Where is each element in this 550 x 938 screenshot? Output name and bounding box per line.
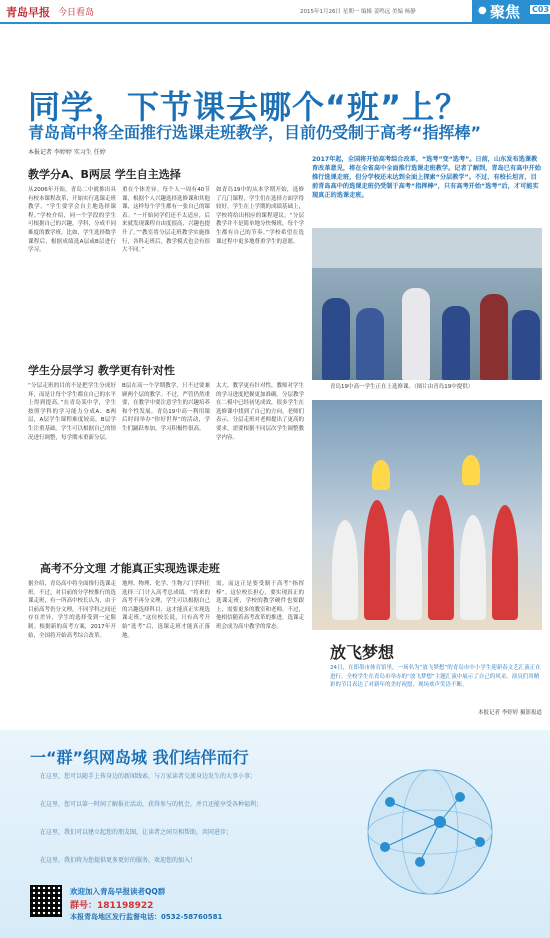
section3-col3: 需，而这正是要受制于高考“指挥棒”。这位校长担心，要实现真正的选课走班，学校的教学硬件也要跟上，需要更多的教室和老师。不过，他相信随着高考改革的推进，选课走班会成为高中教学的常态。 (216, 581, 304, 630)
promo-bullet-2: 在这里，您可以第一时间了解报社活动，获得参与的机会，并且还能享受各种福利； (40, 801, 263, 808)
paper-logo: 青岛早报 (6, 6, 50, 19)
section1-col2: 重在个体差异。每个人一周有40节课，根据个人兴趣选择选修课和其他课，这样每个学生都有一张自己的课表。“一开始同学们还不太适应，后来就发现课程自由度很高，兴趣也提升了。”“教室将分层走班教学实施推行，各科走班后，教学模式也会有很大不同。” (122, 187, 210, 254)
section2-col3: 太大，教学更有针对性，教师对学生的学习进度把握更加准确。分层教学在二模中已经初见成效，很多学生在选修课中找到了自己的方向。老师们表示，分层走班对老师提出了更高的要求，需要根据不同层次学生调整教学内容。 (216, 383, 304, 441)
page-number: C03 (532, 5, 550, 14)
promo-bullet-4: 在这里，我们将为您提供更多更好的服务，欢迎您的加入！ (40, 857, 197, 864)
promo-title: 一“群”织网岛城 我们结伴而行 (30, 748, 249, 767)
section-mark-icon: ● (478, 5, 487, 16)
subheadline: 青岛高中将全面推行选课走班教学，目前仍受制于高考“指挥棒” (28, 123, 482, 142)
lead-paragraph: 2017年起，全国将开始高考综合改革，“选考”变“选考”。日前，山东发布选课教育改革意见，将在全省高中全面推行选课走班教学。记者了解到，青岛已有高中开始推行选课走班，但分学校还未达到全面上探索“分层教学”。不过，有校长坦言，目前青岛高中的选课走班仍受制于高考“指挥棒”，只有高考开始“选考”后，才可能实现真正的选课走班。 (312, 156, 541, 199)
issue-date: 2015年1月26日 星期一 编辑 姜鸣远 美编 杨静 (300, 9, 416, 15)
section-subtitle: 今日看岛 (58, 8, 95, 18)
classroom-photo (312, 228, 542, 380)
distribution-phone: 本报青岛地区发行监督电话：0532-58760581 (70, 913, 223, 921)
feature-title: 放飞梦想 (330, 643, 395, 662)
photo-caption: 青岛19中高一学生正在上选修课。（图片由青岛19中提供） (330, 384, 474, 390)
section3-col1: 据介绍，青岛高中将全面推行选课走班。不过，对目前的分学校推行的选课走班，有一所高中校长认为，由于目前高考仍分文理，不同学科之间还存在差异，学生的选择受到一定限制。根据新的高考方案，2017年开始，全国将开始高考综合改革。 (28, 581, 116, 639)
qr-code (30, 885, 62, 917)
promo-bullet-1: 在这里，您可以随手上传身边的新闻线索，与万家读者交流身边发生的大事小事； (40, 773, 257, 780)
section1-col1: 从2006年开始，青岛二中就推出具有校本课程改革，开始实行选课走班教学。“学生要学会自主地选择课程。”学校介绍，同一个学段的学生可根据自己的兴趣，学科，分成不同难度的教学班。比如，学生选择数学课程后，根据成绩选A层或B层进行学习。 (28, 187, 116, 254)
performance-photo (312, 400, 542, 630)
headline: 同学，下节课去哪个“班”上？ (28, 88, 469, 126)
section1-col3: 如青岛19中的从本学期开始，选修了几门课程，学生们在选择方面学得较好。学生在上学期的成绩基础上，学校将给出相应的课程建议。“分层教学并不是简单地分快慢班，每个学生都有自己的节奏。”学校希望在选课过程中更多地尊重学生的意愿。 (216, 187, 304, 245)
promo-bullet-3: 在这里，我们可以建立起您的朋友圈，让读者之间互相帮助，共同进步； (40, 829, 233, 836)
section-heading-2: 学生分层学习 教学更有针对性 (28, 364, 175, 377)
section-heading-3: 高考不分文理 才能真正实现选课走班 (40, 562, 220, 575)
section-heading-1: 教学分A、B两层 学生自主选择 (28, 168, 181, 181)
qq-group-label: 欢迎加入青岛早报读者QQ群 (70, 887, 166, 896)
feature-byline: 本报记者 李婷婷 摄影报道 (478, 710, 542, 716)
section2-col2: B层在高一个学期教学，只不过要兼顾两个层的教学。不过，严管仍然重要，在教学中要注意学生的兴趣培养和个性发展。青岛19中高一利用课后时间举办“你好世界”的活动，学生们踊跃参加，学习积极性很高。 (122, 383, 210, 432)
section-label: 聚焦 (490, 3, 521, 21)
section3-col2: 地理、物理、化学、生物六门学科任选择三门计入高考总成绩。“将来的高考不再分文理，学生可以根据自己的兴趣选择科目，这才能真正实现选课走班。”这位校长说，只有高考开始“选考”后，选课走班才能真正落地。 (122, 581, 210, 639)
byline: 本报记者 李婷婷 实习生 任婷 (28, 149, 106, 156)
section2-col1: “分层走班的目的不是把学生分成好坏，而是让每个学生都在自己的水平上得到提高。”在青岛某中学，学生按照学科的学习能力分成A、B两层，A层学生课程难度较高，B层学生注重基础。学生可以根据自己的情况进行调整，每学期末重新分层。 (28, 383, 116, 441)
section-banner (472, 0, 550, 22)
network-globe-icon (330, 762, 530, 902)
qq-group-number: 群号：181198922 (70, 901, 154, 911)
feature-body: 24日，在即墨市体育馆里，一场名为“放飞梦想”的青岛市中小学生迎新春文艺汇演正在进行。全校学生在青岛市举办的“放飞梦想”主题汇演中展示了自己的风采。演员们用精彩的节目表达了对新年的美好祝愿，现场欢声笑语不断。 (330, 665, 541, 689)
